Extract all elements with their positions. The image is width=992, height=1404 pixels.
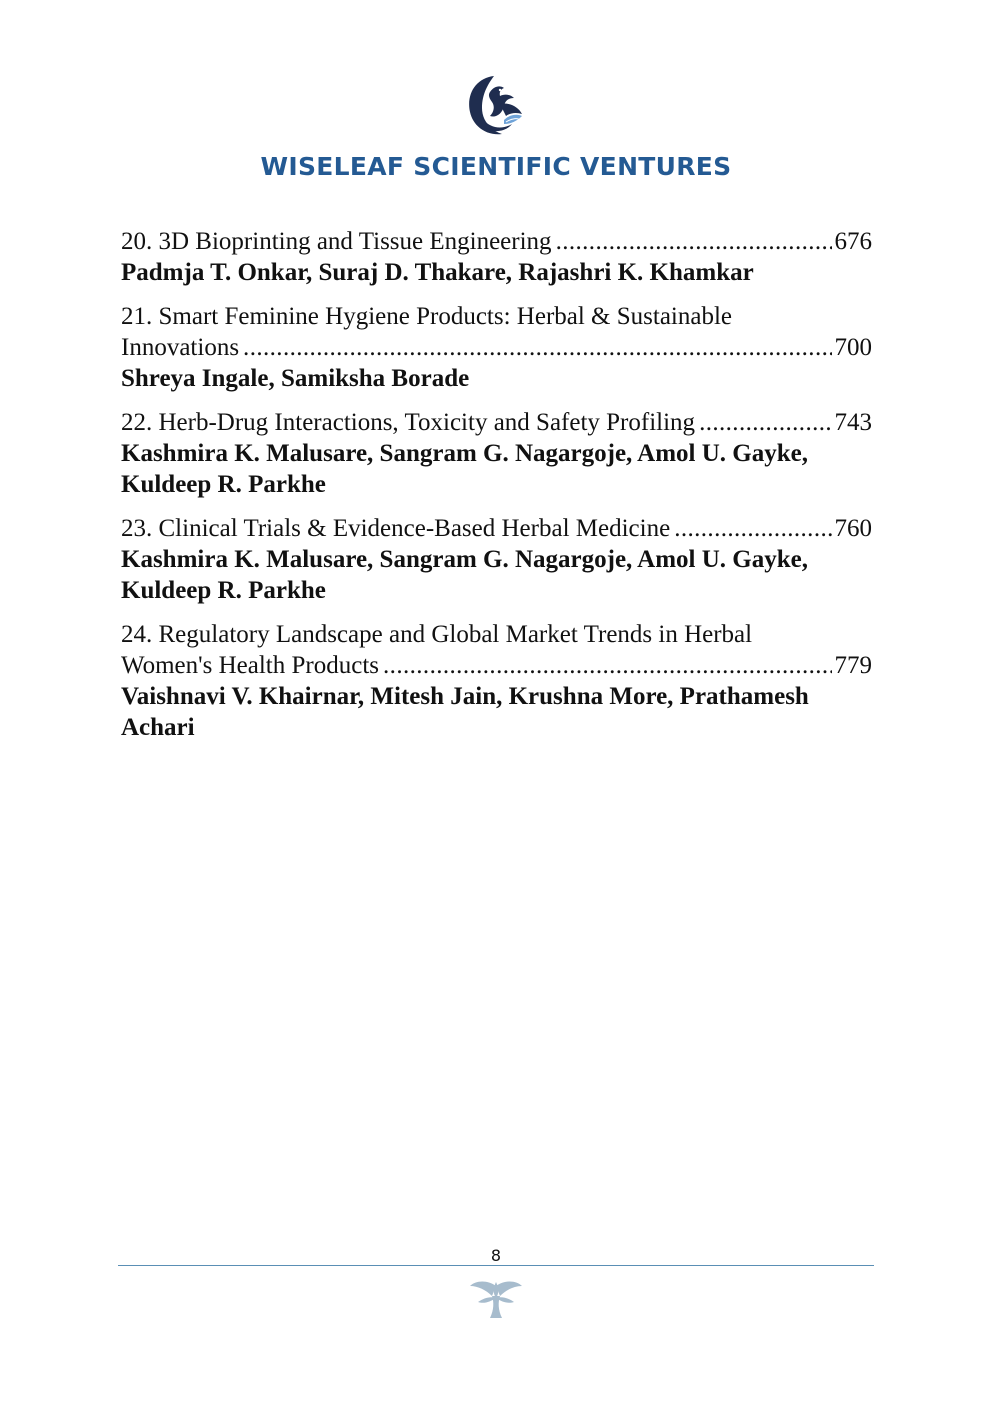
toc-title-line[interactable]: [121, 226, 872, 257]
footer-page-number: 8: [490, 1246, 502, 1265]
toc-title-line[interactable]: [121, 332, 872, 363]
page-number: 779: [834, 652, 872, 679]
chapter-authors: Kashmira K. Malusare, Sangram G. Nagargoje, Amol U. Gayke, Kuldeep R. Parkhe: [121, 440, 808, 498]
toc-entry: [121, 407, 872, 500]
toc-entry: [121, 513, 872, 606]
chapter-title: 20. 3D Bioprinting and Tissue Engineering: [121, 228, 552, 255]
toc-title-line[interactable]: [121, 513, 872, 544]
phoenix-bird-logo: [460, 70, 530, 140]
chapter-title-continued: Innovations: [121, 334, 240, 361]
chapter-authors: Padmja T. Onkar, Suraj D. Thakare, Rajashri K. Khamkar: [121, 259, 754, 286]
dot-leader: [674, 513, 831, 544]
toc-entry: [121, 301, 872, 394]
chapter-authors: Shreya Ingale, Samiksha Borade: [121, 365, 470, 392]
dot-leader: [383, 650, 831, 681]
chapter-title-continued: Women's Health Products: [121, 652, 380, 679]
toc-title-line[interactable]: [121, 407, 872, 438]
chapter-title: 21. Smart Feminine Hygiene Products: Herbal & Sustainable: [121, 303, 733, 330]
dot-leader: [243, 332, 831, 363]
page-number: 760: [834, 515, 872, 542]
publisher-name: WISELEAF SCIENTIFIC VENTURES: [260, 152, 732, 181]
footer-divider: [118, 1265, 874, 1266]
page-number: 743: [834, 409, 872, 436]
page-number: 700: [834, 334, 872, 361]
dot-leader: [699, 407, 831, 438]
chapter-authors: Kashmira K. Malusare, Sangram G. Nagargoje, Amol U. Gayke, Kuldeep R. Parkhe: [121, 546, 808, 604]
dot-leader: [556, 226, 832, 257]
page-number: 676: [834, 228, 872, 255]
table-of-contents: [121, 226, 872, 756]
chapter-title: 23. Clinical Trials & Evidence-Based Herbal Medicine: [121, 515, 671, 542]
toc-title-line[interactable]: [121, 650, 872, 681]
leaf-ornament-icon: [466, 1276, 526, 1322]
chapter-title: 22. Herb-Drug Interactions, Toxicity and Safety Profiling: [121, 409, 696, 436]
chapter-authors: Vaishnavi V. Khairnar, Mitesh Jain, Krushna More, Prathamesh Achari: [121, 683, 809, 741]
toc-entry: [121, 226, 872, 288]
chapter-title: 24. Regulatory Landscape and Global Market Trends in Herbal: [121, 621, 753, 648]
toc-entry: [121, 619, 872, 743]
